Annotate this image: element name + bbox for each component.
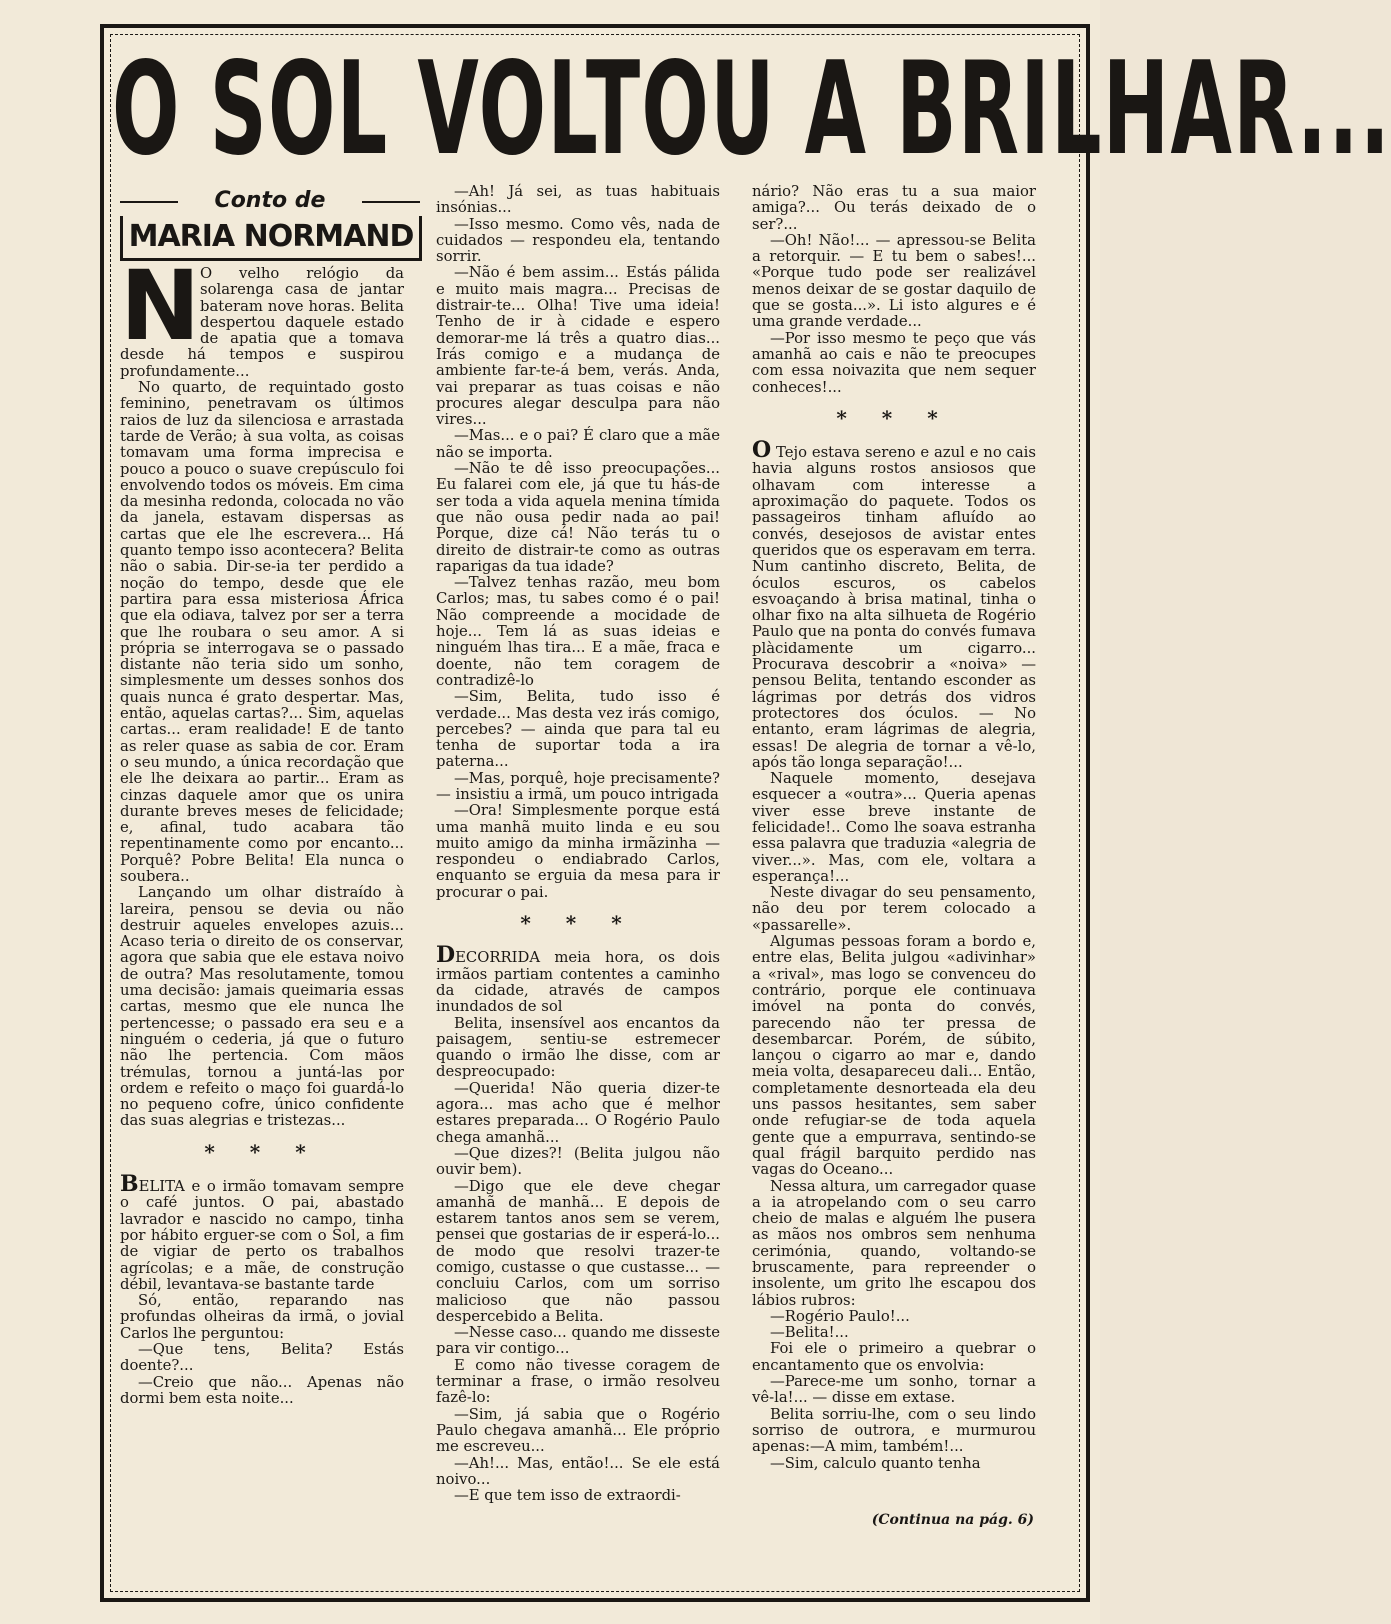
- byline-rule-right: [362, 201, 420, 203]
- paragraph: —Ah! Já sei, as tuas habituais insónias...: [436, 183, 720, 217]
- paragraph: —Sim, já sabia que o Rogério Paulo chegava amanhã... Ele próprio me escreveu...: [436, 1405, 720, 1456]
- paragraph: E como não tivesse coragem de terminar a frase, o irmão resolveu fazê-lo:: [436, 1356, 720, 1407]
- column-2: [436, 184, 720, 1504]
- paragraph: O Tejo estava sereno e azul e no cais havia alguns rostos ansiosos que olhavam com interesse a aproximação do paquete. Todos os passageiros tinham afluído ao convés, desejosos de avistar entes queridos que os esperavam em terra. Num cantinho discreto, Belita, de óculos escuros, os cabelos esvoaçando à brisa matinal, tinha o olhar fixo na alta silhueta de Rogério Paulo que na ponta do convés fumava plàcidamente um cigarro... Procurava descobrir a «noiva» — pensou Belita, tentando esconder as lágrimas por detrás dos vidros protectores dos óculos. — No entanto, eram lágrimas de alegria, essas! De alegria de tornar a vê-lo, após tão longa separação!...: [752, 437, 1036, 771]
- paragraph: Foi ele o primeiro a quebrar o encantamento que os envolvia:: [752, 1340, 1036, 1374]
- paragraph: —Isso mesmo. Como vês, nada de cuidados — respondeu ela, tentando sorrir.: [436, 215, 720, 266]
- paragraph: —Talvez tenhas razão, meu bom Carlos; mas, tu sabes como é o pai! Não compreende a mocidade de hoje... Tem lá as suas ideias e ninguém lhas tira... E a mãe, fraca e doente, não tem coragem de contradizê-lo: [436, 574, 720, 689]
- column-1: [120, 250, 404, 1407]
- section-initial: D: [436, 942, 456, 969]
- paragraph: —Parece-me um sonho, tornar a vê-la!... — disse em extase.: [752, 1373, 1036, 1407]
- paragraph: —Não te dê isso preocupações... Eu falarei com ele, já que tu hás-de ser toda a vida aquela menina tímida que não ousa pedir nada ao pai! Porque, dize cá! Não terás tu o direito de distrair-te como as outras raparigas da tua idade?: [436, 460, 720, 575]
- section-initial: B: [120, 1171, 139, 1198]
- paragraph: Belita sorriu-lhe, com o seu lindo sorriso de outrora, e murmurou apenas:—A mim, também!...: [752, 1405, 1036, 1456]
- byline-conto: Conto de: [214, 188, 326, 213]
- paragraph: —Não é bem assim... Estás pálida e muito mais magra... Precisas de distrair-te... Olha! Tive uma ideia! Tenho de ir à cidade e espero demorar-me lá três a quatro dias... Irás comigo e a mudança de ambiente far-te-á bem, verás. Anda, vai preparar as tuas coisas e não procures alegar desculpa para não vires...: [436, 264, 720, 429]
- paragraph: —Sim, Belita, tudo isso é verdade... Mas desta vez irás comigo, percebes? — ainda que para tal eu tenha de suportar toda a ira paterna...: [436, 688, 720, 771]
- paragraph: nário? Não eras tu a sua maior amiga?... Ou terás deixado de o ser?...: [752, 183, 1036, 233]
- paragraph: —Que tens, Belita? Estás doente?...: [120, 1341, 404, 1375]
- paragraph: —Rogério Paulo!...: [770, 1307, 910, 1325]
- paragraph: Nessa altura, um carregador quase a ia atropelando com o seu carro cheio de malas e alguém lhe pusera as mãos nos ombros sem nenhuma cerimónia, quando, voltando-se bruscamente, para repreender o insolente, um grito lhe escapou dos lábios rubros:: [752, 1177, 1036, 1309]
- paragraph: Só, então, reparando nas profundas olheiras da irmã, o jovial Carlos lhe perguntou:: [120, 1292, 404, 1342]
- paragraph: Neste divagar do seu pensamento, não deu por terem colocado a «passarelle».: [752, 884, 1036, 934]
- paragraph: —Mas... e o pai? É claro que a mãe não se importa.: [436, 427, 720, 461]
- paragraph: BELITA e o irmão tomavam sempre o café juntos. O pai, abastado lavrador e nascido no campo, tinha por hábito erguer-se com o Sol, a fim de vigiar de perto os trabalhos agrícolas; e a mãe, de construção débil, levantava-se bastante tarde: [120, 1171, 404, 1293]
- paragraph: —Sim, calculo quanto tenha: [770, 1454, 981, 1472]
- paragraph: —Oh! Não!... — apressou-se Belita a retorquir. — E tu bem o sabes!... «Porque tudo pode ser realizável menos deixar de se gostar daquilo de que se gosta...». Li isto algures e é uma grande verdade...: [752, 231, 1036, 331]
- paragraph: —Ah!... Mas, então!... Se ele está noivo...: [436, 1454, 720, 1488]
- paragraph: —Ora! Simplesmente porque está uma manhã muito linda e eu sou muito amigo da minha irmãzinha — respondeu o endiabrado Carlos, enquanto se erguia da mesa para ir procurar o pai.: [436, 802, 720, 901]
- paragraph: DECORRIDA meia hora, os dois irmãos partiam contentes a caminho da cidade, através de campos inundados de sol: [436, 942, 720, 1016]
- paragraph: —Que dizes?! (Belita julgou não ouvir bem).: [436, 1144, 720, 1179]
- section-divider: * * *: [836, 405, 952, 430]
- section-initial: O: [752, 437, 772, 464]
- paragraph: Algumas pessoas foram a bordo e, entre elas, Belita julgou «adivinhar» a «rival», mas logo se convenceu do contrário, porque ele continuava imóvel na ponta do convés, parecendo não ter pressa de desembarcar. Porém, de súbito, lançou o cigarro ao mar e, dando meia volta, desapareceu dali... Então, completamente desnorteada ela deu uns passos hesitantes, sem saber onde refugiar-se de toda aquela gente que a empurrava, sentindo-se qual frágil barquito perdido nas vagas do Oceano...: [752, 933, 1036, 1179]
- paragraph: —Mas, porquê, hoje precisamente? — insistiu a irmã, um pouco intrigada: [436, 769, 720, 803]
- drop-cap: N: [120, 250, 201, 362]
- continued-note: (Continua na pág. 6): [871, 1512, 1034, 1528]
- paragraph: Naquele momento, desejava esquecer a «outra»... Queria apenas viver esse breve instante de felicidade!.. Como lhe soava estranha essa palavra que traduzia «alegria de viver...». Mas, com ele, voltara a esperança!...: [752, 770, 1036, 885]
- section-divider: * * *: [520, 911, 636, 936]
- paragraph: —Digo que ele deve chegar amanhã de manhã... E depois de estarem tantos anos sem se verem, pensei que gostarias de ir esperá-lo... de modo que resolvi trazer-te comigo, custasse o que custasse... — concluiu Carlos, com um sorriso malicioso que não passou despercebido a Belita.: [436, 1177, 720, 1325]
- paragraph: —Por isso mesmo te peço que vás amanhã ao cais e não te preocupes com essa noivazita que nem sequer conheces!...: [752, 329, 1036, 396]
- paragraph: —Nesse caso... quando me disseste para vir contigo...: [436, 1324, 720, 1358]
- paragraph: N O velho relógio da solarenga casa de jantar bateram nove horas. Belita despertou daquele estado de apatia que a tomava desde há tempos e suspirou profundamente...: [120, 250, 404, 380]
- paragraph: Belita, insensível aos encantos da paisagem, sentiu-se estremecer quando o irmão lhe disse, com ar despreocupado:: [436, 1014, 720, 1081]
- paragraph: —Creio que não... Apenas não dormi bem esta noite...: [120, 1373, 404, 1407]
- section-divider: * * *: [204, 1139, 320, 1164]
- paragraph: —Querida! Não queria dizer-te agora... mas acho que é melhor estares preparada... O Rogério Paulo chega amanhã...: [436, 1079, 720, 1146]
- column-3: [752, 184, 1036, 1472]
- story-headline: O SOL VOLTOU A BRILHAR...: [112, 35, 1391, 184]
- paragraph: —E que tem isso de extraordi-: [454, 1487, 681, 1505]
- author-name: MARIA NORMAND: [120, 216, 422, 261]
- paragraph: —Belita!...: [770, 1324, 849, 1342]
- paragraph: Lançando um olhar distraído à lareira, pensou se devia ou não destruir aqueles envelopes azuis... Acaso teria o direito de os conservar, agora que sabia que ele estava noivo de outra? Mas resolutamente, tomou uma decisão: jamais queimaria essas cartas, mesmo que ele nunca lhe pertencesse; o passado era seu e a ninguém o cederia, já que o futuro não lhe pertencia. Com mãos trémulas, tornou a juntá-las por ordem e refeito o maço foi guardá-lo no pequeno cofre, único confidente das suas alegrias e tristezas...: [120, 884, 404, 1130]
- paragraph: No quarto, de requintado gosto feminino, penetravam os últimos raios de luz da silenciosa e arrastada tarde de Verão; à sua volta, as coisas tomavam uma forma imprecisa e pouco a pouco o suave crepúsculo foi envolvendo todos os móveis. Em cima da mesinha redonda, colocada no vão da janela, estavam dispersas as cartas que ele lhe escrevera... Há quanto tempo isso acontecera? Belita não o sabia. Dir-se-ia ter perdido a noção do tempo, desde que ele partira para essa misteriosa África que ela odiava, talvez por ser a terra que lhe roubara o seu amor. A si própria se interrogava se o passado distante não teria sido um sonho, simplesmente um desses sonhos dos quais nunca é grato despertar. Mas, então, aquelas cartas?... Sim, aquelas cartas... eram realidade! E de tanto as reler quase as sabia de cor. Eram o seu mundo, a única recordação que ele lhe deixara ao partir... Eram as cinzas daquele amor que os unira durante breves meses de felicidade; e, afinal, tudo acabara tão repentinamente como por encanto... Porquê? Pobre Belita! Ela nunca o soubera..: [120, 379, 404, 885]
